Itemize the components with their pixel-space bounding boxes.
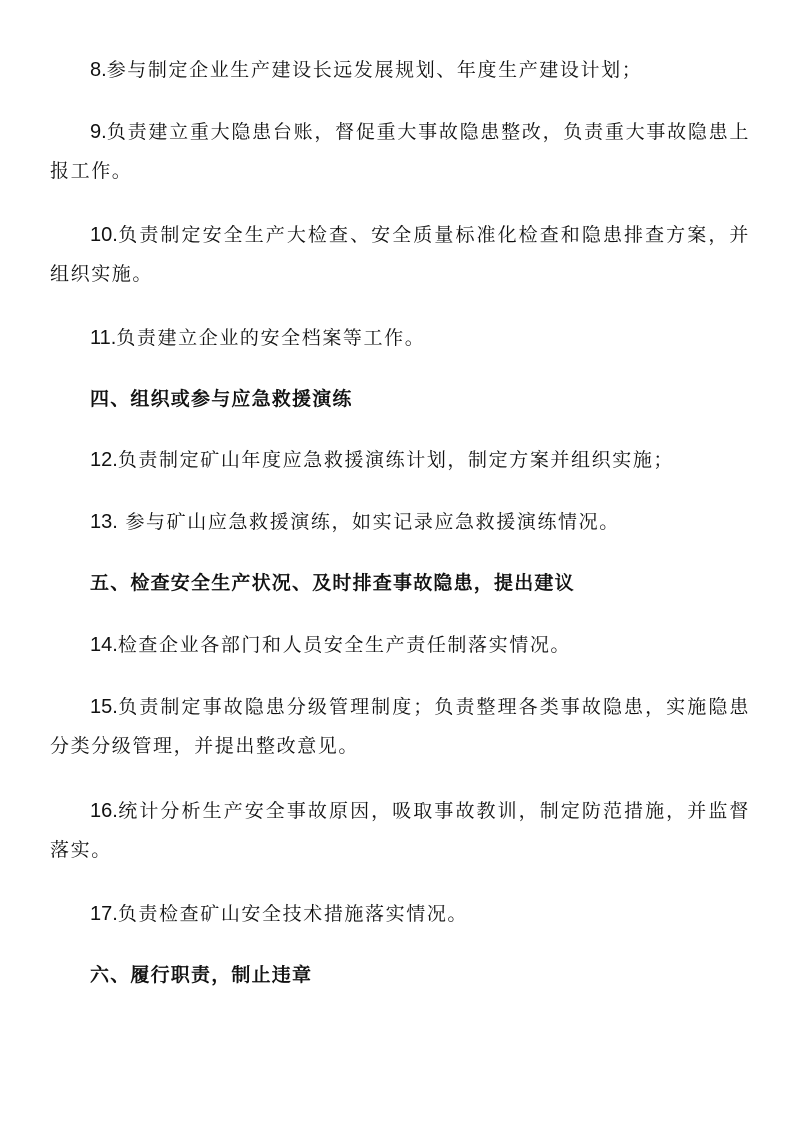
section-heading-4: 四、组织或参与应急救援演练	[90, 388, 353, 410]
paragraph-item-8	[50, 51, 750, 90]
paragraph-item-15	[50, 688, 750, 766]
section-heading-5: 五、检查安全生产状况、及时排查事故隐患，提出建议	[90, 572, 575, 594]
paragraph-item-17	[50, 895, 750, 934]
item-text: 参与矿山应急救援演练，如实记录应急救援演练情况。	[117, 511, 620, 533]
item-text: 负责制定矿山年度应急救援演练计划，制定方案并组织实施；	[117, 449, 675, 471]
item-number: 9.	[90, 121, 107, 143]
paragraph-item-13	[50, 503, 750, 542]
item-number: 13.	[90, 511, 118, 533]
item-text: 检查企业各部门和人员安全生产责任制落实情况。	[117, 634, 572, 656]
item-number: 11.	[90, 327, 117, 349]
item-number: 14.	[90, 634, 118, 656]
paragraph-item-9	[50, 113, 750, 191]
item-number: 17.	[90, 903, 118, 925]
item-text: 负责建立重大隐患台账，督促重大事故隐患整改，负责重大事故隐患上报工作。	[50, 121, 750, 182]
item-number: 15.	[90, 696, 118, 718]
item-text: 负责制定事故隐患分级管理制度；负责整理各类事故隐患，实施隐患分类分级管理，并提出整改意见。	[50, 696, 750, 757]
item-number: 10.	[90, 224, 118, 246]
paragraph-item-12	[50, 441, 750, 480]
item-text: 参与制定企业生产建设长远发展规划、年度生产建设计划；	[106, 59, 643, 81]
item-number: 8.	[90, 59, 107, 81]
section-heading-6: 六、履行职责，制止违章	[90, 964, 313, 986]
item-text: 统计分析生产安全事故原因，吸取事故教训，制定防范措施，并监督落实。	[50, 800, 750, 861]
item-number: 16.	[90, 800, 118, 822]
paragraph-item-14	[50, 626, 750, 665]
paragraph-item-16	[50, 792, 750, 870]
paragraph-item-11	[50, 319, 750, 358]
item-text: 负责检查矿山安全技术措施落实情况。	[117, 903, 469, 925]
paragraph-item-10	[50, 216, 750, 294]
item-text: 负责建立企业的安全档案等工作。	[116, 327, 426, 349]
item-number: 12.	[90, 449, 118, 471]
item-text: 负责制定安全生产大检查、安全质量标准化检查和隐患排查方案，并组织实施。	[50, 224, 750, 285]
